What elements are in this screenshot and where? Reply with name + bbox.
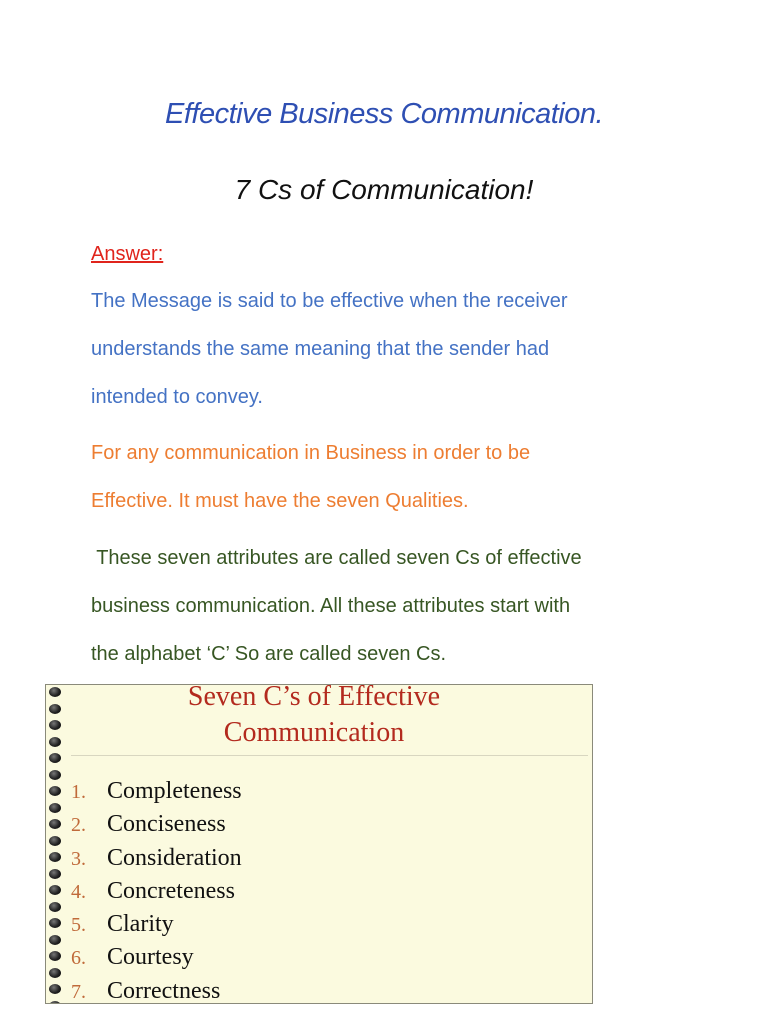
- spiral-ring-icon: [49, 704, 61, 714]
- paragraph-line: intended to convey.: [91, 386, 263, 408]
- answer-label: Answer:: [91, 243, 164, 265]
- paragraph-line: understands the same meaning that the sender had: [91, 338, 550, 360]
- slide-title-line: Communication: [223, 717, 405, 748]
- spiral-ring-icon: [49, 984, 61, 994]
- slide-title-line: Seven C’s of Effective: [187, 684, 441, 712]
- spiral-ring-icon: [49, 687, 61, 697]
- list-text: Completeness: [107, 778, 242, 804]
- spiral-ring-icon: [49, 869, 61, 879]
- list-text: Courtesy: [107, 944, 194, 971]
- spiral-ring-icon: [49, 737, 61, 747]
- spiral-ring-icon: [49, 951, 61, 961]
- list-text: Correctness: [107, 977, 221, 1004]
- list-number: 6.: [71, 947, 86, 970]
- spiral-ring-icon: [49, 885, 61, 895]
- paragraph-qualities: [91, 429, 691, 525]
- spiral-ring-icon: [49, 935, 61, 945]
- paragraph-line: business communication. All these attributes start with: [91, 595, 571, 617]
- paragraph-attributes: [91, 534, 691, 678]
- list-number: 1.: [71, 781, 86, 803]
- spiral-ring-icon: [49, 836, 61, 846]
- spiral-ring-icon: [49, 720, 61, 730]
- list-number: 5.: [71, 914, 86, 937]
- list-item: [71, 975, 242, 1004]
- list-text: Consideration: [107, 844, 242, 871]
- spiral-ring-icon: [49, 753, 61, 763]
- spiral-ring-icon: [49, 968, 61, 978]
- list-text: Clarity: [107, 911, 174, 938]
- list-text: Conciseness: [107, 811, 226, 838]
- document-subtitle: 7 Cs of Communication!: [234, 174, 534, 205]
- list-item: [71, 775, 242, 808]
- document-title: Effective Business Communication.: [164, 98, 604, 130]
- list-number: 7.: [71, 980, 86, 1003]
- spiral-ring-icon: [49, 1001, 61, 1005]
- list-item: [71, 808, 242, 841]
- spiral-ring-icon: [49, 918, 61, 928]
- spiral-ring-icon: [49, 852, 61, 862]
- list-item: [71, 908, 242, 941]
- spiral-ring-icon: [49, 819, 61, 829]
- spiral-ring-icon: [49, 803, 61, 813]
- paragraph-line: These seven attributes are called seven Cs of effective: [91, 547, 582, 569]
- paragraph-line: Effective. It must have the seven Qualities.: [91, 490, 469, 512]
- paragraph-message: [91, 277, 691, 421]
- list-number: 3.: [71, 847, 86, 870]
- list-number: 2.: [71, 814, 86, 837]
- paragraph-line: For any communication in Business in order to be: [91, 442, 531, 464]
- paragraph-line: The Message is said to be effective when the receiver: [91, 290, 568, 312]
- spiral-ring-icon: [49, 786, 61, 796]
- slide-divider: [71, 755, 588, 756]
- seven-cs-list: [71, 775, 242, 1004]
- seven-cs-slide-image: [45, 684, 593, 1004]
- list-number: 4.: [71, 880, 86, 903]
- paragraph-line: the alphabet ‘C’ So are called seven Cs.: [91, 643, 447, 665]
- list-text: Concreteness: [107, 877, 235, 904]
- spiral-binding-icon: [46, 685, 64, 1004]
- list-item: [71, 875, 242, 908]
- spiral-ring-icon: [49, 770, 61, 780]
- list-item: [71, 941, 242, 974]
- list-item: [71, 842, 242, 875]
- spiral-ring-icon: [49, 902, 61, 912]
